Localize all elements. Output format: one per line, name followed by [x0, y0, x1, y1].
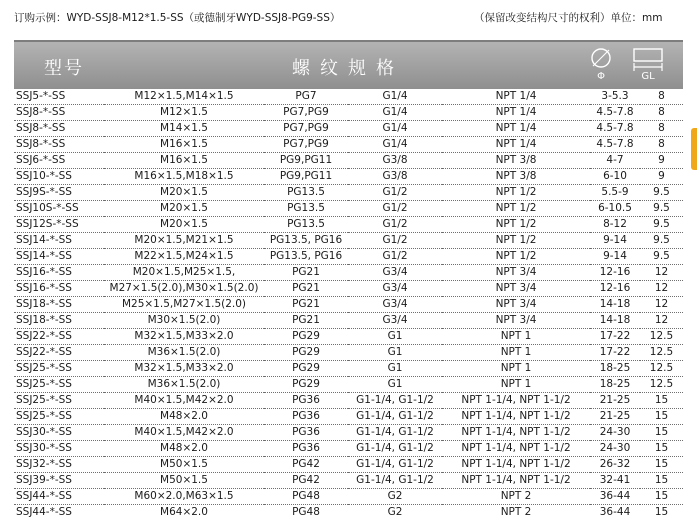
cell-g-thread: G1/2 — [348, 201, 442, 217]
table-header — [14, 40, 683, 89]
cell-model: SSJ16-*-SS — [14, 281, 104, 297]
cell-pg-thread: PG29 — [264, 345, 348, 361]
cell-pg-thread: PG13.5 — [264, 201, 348, 217]
cell-pg-thread: PG9,PG11 — [264, 169, 348, 185]
cell-g-thread: G1/2 — [348, 217, 442, 233]
table-row — [14, 377, 683, 393]
cell-npt-thread: NPT 1-1/4, NPT 1-1/2 — [442, 441, 590, 457]
table-row — [14, 393, 683, 409]
cell-pg-thread: PG7,PG9 — [264, 121, 348, 137]
cell-model: SSJ10-*-SS — [14, 169, 104, 185]
cell-npt-thread: NPT 1 — [442, 345, 590, 361]
cell-gl-value: 8 — [640, 89, 683, 105]
cell-g-thread: G3/4 — [348, 265, 442, 281]
cell-npt-thread: NPT 1/2 — [442, 233, 590, 249]
cell-cable-range: 5.5-9 — [590, 185, 640, 201]
cell-gl-value: 12 — [640, 281, 683, 297]
cell-gl-value: 9 — [640, 169, 683, 185]
cell-pg-thread: PG9,PG11 — [264, 153, 348, 169]
cell-npt-thread: NPT 1-1/4, NPT 1-1/2 — [442, 457, 590, 473]
cell-metric-thread: M14×1.5 — [104, 121, 264, 137]
cell-g-thread: G3/4 — [348, 281, 442, 297]
cell-cable-range: 24-30 — [590, 441, 640, 457]
cell-pg-thread: PG21 — [264, 297, 348, 313]
cell-gl-value: 9.5 — [640, 249, 683, 265]
cell-gl-value: 15 — [640, 505, 683, 520]
cell-metric-thread: M36×1.5(2.0) — [104, 345, 264, 361]
cell-model: SSJ25-*-SS — [14, 377, 104, 393]
cell-cable-range: 24-30 — [590, 425, 640, 441]
cell-metric-thread: M60×2.0,M63×1.5 — [104, 489, 264, 505]
cell-gl-value: 8 — [640, 137, 683, 153]
cell-metric-thread: M30×1.5(2.0) — [104, 313, 264, 329]
cell-cable-range: 36-44 — [590, 505, 640, 520]
cell-cable-range: 14-18 — [590, 297, 640, 313]
table-row — [14, 169, 683, 185]
table-row — [14, 121, 683, 137]
cell-metric-thread: M40×1.5,M42×2.0 — [104, 425, 264, 441]
cell-npt-thread: NPT 1-1/4, NPT 1-1/2 — [442, 473, 590, 489]
header-gl-label: GL — [631, 71, 665, 82]
cell-metric-thread: M36×1.5(2.0) — [104, 377, 264, 393]
cell-metric-thread: M48×2.0 — [104, 441, 264, 457]
table-row — [14, 297, 683, 313]
cell-gl-value: 12 — [640, 297, 683, 313]
cell-model: SSJ25-*-SS — [14, 361, 104, 377]
cell-g-thread: G1-1/4, G1-1/2 — [348, 425, 442, 441]
cell-cable-range: 18-25 — [590, 361, 640, 377]
cell-gl-value: 15 — [640, 489, 683, 505]
cell-cable-range: 21-25 — [590, 393, 640, 409]
cell-model: SSJ18-*-SS — [14, 297, 104, 313]
cell-cable-range: 4.5-7.8 — [590, 121, 640, 137]
cell-npt-thread: NPT 1/2 — [442, 185, 590, 201]
side-accent-tab — [691, 128, 697, 170]
cell-pg-thread: PG13.5 — [264, 185, 348, 201]
cell-gl-value: 15 — [640, 393, 683, 409]
cell-npt-thread: NPT 1/4 — [442, 89, 590, 105]
table-row — [14, 233, 683, 249]
cell-cable-range: 9-14 — [590, 233, 640, 249]
cell-metric-thread: M16×1.5 — [104, 137, 264, 153]
cell-model: SSJ32-*-SS — [14, 457, 104, 473]
cell-g-thread: G1-1/4, G1-1/2 — [348, 409, 442, 425]
cell-gl-value: 15 — [640, 409, 683, 425]
cell-g-thread: G1/4 — [348, 137, 442, 153]
cell-metric-thread: M32×1.5,M33×2.0 — [104, 361, 264, 377]
cell-gl-value: 9.5 — [640, 217, 683, 233]
cell-g-thread: G1/2 — [348, 249, 442, 265]
cell-cable-range: 14-18 — [590, 313, 640, 329]
spec-table — [14, 89, 683, 520]
cell-gl-value: 8 — [640, 105, 683, 121]
cell-metric-thread: M48×2.0 — [104, 409, 264, 425]
cell-g-thread: G1-1/4, G1-1/2 — [348, 441, 442, 457]
cell-metric-thread: M40×1.5,M42×2.0 — [104, 393, 264, 409]
cell-cable-range: 26-32 — [590, 457, 640, 473]
cell-g-thread: G1/4 — [348, 89, 442, 105]
cell-metric-thread: M20×1.5,M21×1.5 — [104, 233, 264, 249]
table-row — [14, 345, 683, 361]
cell-pg-thread: PG13.5, PG16 — [264, 233, 348, 249]
cell-npt-thread: NPT 1 — [442, 329, 590, 345]
cell-g-thread: G3/4 — [348, 313, 442, 329]
cell-pg-thread: PG36 — [264, 441, 348, 457]
cell-metric-thread: M50×1.5 — [104, 473, 264, 489]
cell-cable-range: 4.5-7.8 — [590, 137, 640, 153]
cell-model: SSJ30-*-SS — [14, 425, 104, 441]
cell-npt-thread: NPT 1/4 — [442, 105, 590, 121]
cell-cable-range: 6-10.5 — [590, 201, 640, 217]
cell-pg-thread: PG42 — [264, 473, 348, 489]
cell-cable-range: 17-22 — [590, 345, 640, 361]
cell-cable-range: 21-25 — [590, 409, 640, 425]
table-row — [14, 329, 683, 345]
cell-npt-thread: NPT 1-1/4, NPT 1-1/2 — [442, 425, 590, 441]
cell-model: SSJ8-*-SS — [14, 137, 104, 153]
cell-g-thread: G1 — [348, 329, 442, 345]
cell-gl-value: 8 — [640, 121, 683, 137]
cell-pg-thread: PG48 — [264, 505, 348, 520]
cell-gl-value: 12.5 — [640, 361, 683, 377]
cell-gl-value: 12 — [640, 313, 683, 329]
cell-npt-thread: NPT 3/8 — [442, 153, 590, 169]
cell-gl-value: 15 — [640, 473, 683, 489]
cell-g-thread: G2 — [348, 489, 442, 505]
cell-pg-thread: PG36 — [264, 393, 348, 409]
cell-g-thread: G1-1/4, G1-1/2 — [348, 393, 442, 409]
cell-metric-thread: M27×1.5(2.0),M30×1.5(2.0) — [104, 281, 264, 297]
cell-npt-thread: NPT 1/2 — [442, 201, 590, 217]
cell-cable-range: 8-12 — [590, 217, 640, 233]
table-row — [14, 313, 683, 329]
cell-model: SSJ22-*-SS — [14, 345, 104, 361]
table-row — [14, 153, 683, 169]
cell-model: SSJ10S-*-SS — [14, 201, 104, 217]
table-row — [14, 457, 683, 473]
cell-g-thread: G1-1/4, G1-1/2 — [348, 457, 442, 473]
cell-model: SSJ14-*-SS — [14, 233, 104, 249]
table-row — [14, 105, 683, 121]
cell-g-thread: G3/8 — [348, 153, 442, 169]
cell-model: SSJ6-*-SS — [14, 153, 104, 169]
cell-npt-thread: NPT 1 — [442, 377, 590, 393]
cell-gl-value: 12 — [640, 265, 683, 281]
spec-table-body — [14, 89, 683, 520]
cell-g-thread: G1-1/4, G1-1/2 — [348, 473, 442, 489]
cell-pg-thread: PG7,PG9 — [264, 137, 348, 153]
cell-pg-thread: PG29 — [264, 377, 348, 393]
cell-npt-thread: NPT 3/4 — [442, 297, 590, 313]
cell-metric-thread: M12×1.5 — [104, 105, 264, 121]
table-row — [14, 89, 683, 105]
cell-gl-value: 12.5 — [640, 377, 683, 393]
table-row — [14, 249, 683, 265]
cell-model: SSJ25-*-SS — [14, 409, 104, 425]
cell-pg-thread: PG13.5, PG16 — [264, 249, 348, 265]
cell-pg-thread: PG7,PG9 — [264, 105, 348, 121]
cell-pg-thread: PG7 — [264, 89, 348, 105]
table-row — [14, 425, 683, 441]
cell-cable-range: 36-44 — [590, 489, 640, 505]
cell-npt-thread: NPT 1-1/4, NPT 1-1/2 — [442, 393, 590, 409]
cell-g-thread: G1/4 — [348, 105, 442, 121]
table-row — [14, 185, 683, 201]
cell-pg-thread: PG21 — [264, 265, 348, 281]
table-row — [14, 201, 683, 217]
cell-model: SSJ44-*-SS — [14, 505, 104, 520]
cell-npt-thread: NPT 3/4 — [442, 265, 590, 281]
cell-cable-range: 4.5-7.8 — [590, 105, 640, 121]
order-example-note: 订购示例：WYD-SSJ8-M12*1.5-SS（或德制牙WYD-SSJ8-PG9-SS） — [14, 10, 340, 25]
header-thread-spec: 螺纹规格 — [292, 54, 404, 80]
cell-metric-thread: M16×1.5,M18×1.5 — [104, 169, 264, 185]
header-model: 型号 — [44, 54, 84, 80]
cell-model: SSJ25-*-SS — [14, 393, 104, 409]
cell-g-thread: G2 — [348, 505, 442, 520]
cell-gl-value: 9.5 — [640, 233, 683, 249]
cell-g-thread: G3/4 — [348, 297, 442, 313]
cell-model: SSJ5-*-SS — [14, 89, 104, 105]
header-thread-length — [631, 46, 665, 86]
table-row — [14, 409, 683, 425]
cell-npt-thread: NPT 1/4 — [442, 137, 590, 153]
cell-cable-range: 12-16 — [590, 281, 640, 297]
cell-cable-range: 9-14 — [590, 249, 640, 265]
cell-cable-range: 4-7 — [590, 153, 640, 169]
cell-pg-thread: PG48 — [264, 489, 348, 505]
cell-metric-thread: M12×1.5,M14×1.5 — [104, 89, 264, 105]
cell-cable-range: 18-25 — [590, 377, 640, 393]
cell-gl-value: 12.5 — [640, 345, 683, 361]
cell-npt-thread: NPT 1 — [442, 361, 590, 377]
cell-metric-thread: M20×1.5 — [104, 185, 264, 201]
cell-model: SSJ16-*-SS — [14, 265, 104, 281]
cell-pg-thread: PG42 — [264, 457, 348, 473]
cell-pg-thread: PG36 — [264, 425, 348, 441]
cell-metric-thread: M32×1.5,M33×2.0 — [104, 329, 264, 345]
cell-metric-thread: M22×1.5,M24×1.5 — [104, 249, 264, 265]
cell-model: SSJ8-*-SS — [14, 121, 104, 137]
table-row — [14, 473, 683, 489]
cell-pg-thread: PG29 — [264, 329, 348, 345]
cell-g-thread: G1/2 — [348, 185, 442, 201]
table-row — [14, 441, 683, 457]
cell-g-thread: G3/8 — [348, 169, 442, 185]
cell-metric-thread: M64×2.0 — [104, 505, 264, 520]
cell-g-thread: G1 — [348, 345, 442, 361]
cell-model: SSJ44-*-SS — [14, 489, 104, 505]
cell-cable-range: 17-22 — [590, 329, 640, 345]
cell-npt-thread: NPT 1/4 — [442, 121, 590, 137]
cell-npt-thread: NPT 1/2 — [442, 217, 590, 233]
header-phi-label: Φ — [587, 71, 615, 82]
cell-gl-value: 15 — [640, 457, 683, 473]
cell-cable-range: 32-41 — [590, 473, 640, 489]
cell-npt-thread: NPT 1-1/4, NPT 1-1/2 — [442, 409, 590, 425]
cell-npt-thread: NPT 3/4 — [442, 281, 590, 297]
cell-npt-thread: NPT 2 — [442, 505, 590, 520]
table-row — [14, 281, 683, 297]
cell-model: SSJ18-*-SS — [14, 313, 104, 329]
cell-pg-thread: PG36 — [264, 409, 348, 425]
cell-gl-value: 12.5 — [640, 329, 683, 345]
cell-pg-thread: PG29 — [264, 361, 348, 377]
table-row — [14, 265, 683, 281]
cell-gl-value: 9 — [640, 153, 683, 169]
cell-model: SSJ39-*-SS — [14, 473, 104, 489]
table-row — [14, 217, 683, 233]
cell-metric-thread: M50×1.5 — [104, 457, 264, 473]
cell-cable-range: 12-16 — [590, 265, 640, 281]
table-row — [14, 137, 683, 153]
cell-g-thread: G1/4 — [348, 121, 442, 137]
cell-metric-thread: M20×1.5,M25×1.5, — [104, 265, 264, 281]
cell-model: SSJ8-*-SS — [14, 105, 104, 121]
cell-npt-thread: NPT 2 — [442, 489, 590, 505]
cell-g-thread: G1 — [348, 377, 442, 393]
cell-gl-value: 9.5 — [640, 185, 683, 201]
cell-model: SSJ9S-*-SS — [14, 185, 104, 201]
cell-pg-thread: PG21 — [264, 281, 348, 297]
table-row — [14, 361, 683, 377]
header-diameter — [587, 46, 615, 86]
cell-cable-range: 6-10 — [590, 169, 640, 185]
cell-npt-thread: NPT 3/8 — [442, 169, 590, 185]
cell-gl-value: 15 — [640, 425, 683, 441]
table-row — [14, 505, 683, 520]
cell-npt-thread: NPT 1/2 — [442, 249, 590, 265]
cell-pg-thread: PG13.5 — [264, 217, 348, 233]
table-row — [14, 489, 683, 505]
cell-metric-thread: M25×1.5,M27×1.5(2.0) — [104, 297, 264, 313]
cell-metric-thread: M20×1.5 — [104, 217, 264, 233]
cell-gl-value: 15 — [640, 441, 683, 457]
rights-and-unit-note: （保留改变结构尺寸的权利）单位：mm — [474, 10, 662, 25]
cell-model: SSJ14-*-SS — [14, 249, 104, 265]
cable-diameter-icon — [587, 46, 615, 72]
cell-cable-range: 3-5.3 — [590, 89, 640, 105]
cell-npt-thread: NPT 3/4 — [442, 313, 590, 329]
cell-model: SSJ30-*-SS — [14, 441, 104, 457]
thread-length-icon — [631, 46, 665, 72]
cell-metric-thread: M20×1.5 — [104, 201, 264, 217]
cell-g-thread: G1 — [348, 361, 442, 377]
cell-g-thread: G1/2 — [348, 233, 442, 249]
cell-gl-value: 9.5 — [640, 201, 683, 217]
cell-model: SSJ22-*-SS — [14, 329, 104, 345]
cell-pg-thread: PG21 — [264, 313, 348, 329]
cell-model: SSJ12S-*-SS — [14, 217, 104, 233]
cell-metric-thread: M16×1.5 — [104, 153, 264, 169]
